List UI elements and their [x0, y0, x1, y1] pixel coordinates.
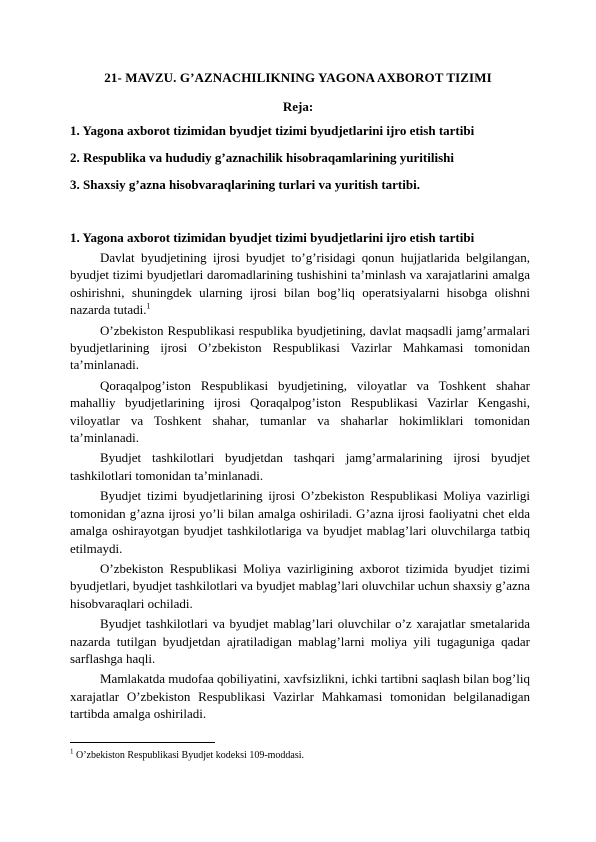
footnote-divider	[70, 742, 215, 743]
paragraph-5: Byudjet tizimi byudjetlarining ijrosi O’zbekiston Respublikasi Moliya vazirligi tomonidan g’azna ijrosi yo’li bilan amalga oshiriladi. G’azna ijrosi faoliyatni chet elda amalga oshirayotgan byudjet tashkilotlariga va byudjet mablag’lari oluvchilarga tatbiq etilmaydi.	[70, 488, 530, 556]
footnote-reference: 1	[146, 301, 151, 311]
plan-heading: Reja:	[282, 99, 314, 114]
paragraph-2: O’zbekiston Respublikasi respublika byudjetining, davlat maqsadli jamg’armalari byudjetlarining ijrosi O’zbekiston Respublikasi Vazirlar Mahkamasi tomonidan ta’minlanadi.	[70, 322, 530, 373]
plan-item-3: 3. Shaxsiy g’azna hisobvaraqlarining turlari va yuritish tartibi.	[70, 177, 420, 192]
plan-item-1: 1. Yagona axborot tizimidan byudjet tizimi byudjetlarini ijro etish tartibi	[70, 123, 475, 138]
paragraph-1	[70, 249, 530, 319]
footnote-marker: 1	[70, 747, 74, 756]
paragraph-1-text: Davlat byudjetining ijrosi byudjet to’g’risidagi qonun hujjatlarida belgilangan, byudjet tizimi byudjetlari daromadlarining tushishini ta’minlash va xarajatlarini amalga oshirishni, shuningdek ularning ijrosi bilan bog’liq operatsiyalarni hisobga olishni nazarda tutadi.	[70, 250, 530, 318]
paragraph-7: Byudjet tashkilotlari va byudjet mablag’lari oluvchilar o’z xarajatlar smetalarida nazarda tutilgan byudjetdan ajratiladigan mablag’larni moliya yili tugaguniga qadar sarflashga haqli.	[70, 616, 530, 666]
footnote-text: O’zbekiston Respublikasi Byudjet kodeksi 109-moddasi.	[76, 750, 305, 761]
section-heading: 1. Yagona axborot tizimidan byudjet tizimi byudjetlarini ijro etish tartibi	[70, 230, 475, 245]
paragraph-4: Byudjet tashkilotlari byudjetdan tashqari jamg’armalarining ijrosi byudjet tashkilotlari tomonidan ta’minlanadi.	[70, 450, 530, 483]
plan-item-2: 2. Respublika va hududiy g’aznachilik hisobraqamlarining yuritilishi	[70, 150, 454, 165]
paragraph-3: Qoraqalpog’iston Respublikasi byudjetining, viloyatlar va Toshkent shahar mahalliy byudjetlarining ijrosi Qoraqalpog’iston Respublikasi Vazirlar Kengashi, viloyatlar va Toshkent shahar, tumanlar va shaharlar hokimliklari tomonidan ta’minlanadi.	[70, 377, 530, 446]
body-text	[70, 249, 530, 726]
footnote	[70, 747, 305, 761]
paragraph-6: O’zbekiston Respublikasi Moliya vazirligining axborot tizimida byudjet tizimi byudjetlari, byudjet tashkilotlari va byudjet mablag’lari oluvchilar uchun shaxsiy g’azna hisobvaraqlari ochiladi.	[70, 560, 530, 611]
page-title: 21- MAVZU. G’AZNACHILIKNING YAGONA AXBOROT TIZIMI	[104, 70, 492, 85]
paragraph-8: Mamlakatda mudofaa qobiliyatini, xavfsizlikni, ichki tartibni saqlash bilan bog’liq xarajatlar O’zbekiston Respublikasi Vazirlar Mahkamasi tomonidan belgilanadigan tartibda amalga oshiriladi.	[70, 671, 530, 722]
